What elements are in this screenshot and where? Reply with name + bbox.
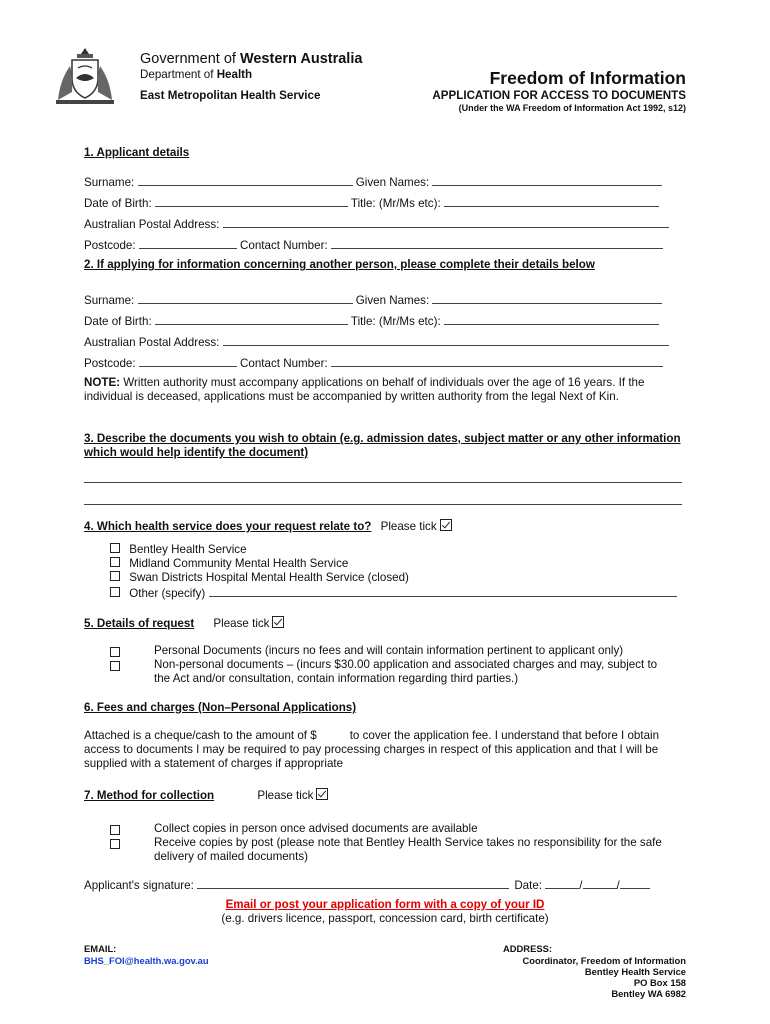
postcode-label: Postcode:	[84, 239, 136, 252]
section-4-heading-row	[84, 519, 452, 533]
dob-label: Date of Birth:	[84, 315, 152, 328]
other-postcode-field[interactable]	[139, 355, 237, 367]
signature-field[interactable]	[197, 877, 509, 889]
section-4-heading: 4. Which health service does your request relate to?	[84, 520, 372, 533]
other-contact-field[interactable]	[331, 355, 663, 367]
checkbox[interactable]	[110, 543, 120, 553]
fees-paragraph	[84, 729, 688, 771]
act-reference: (Under the WA Freedom of Information Act 1992, s12)	[458, 103, 686, 113]
note-text: Written authority must accompany applications on behalf of individuals over the age of 16 years. If the individual is deceased, applications must be accompanied by written authority from the legal Next of Kin.	[84, 376, 645, 403]
id-examples: (e.g. drivers licence, passport, concession card, birth certificate)	[221, 912, 549, 925]
non-personal-documents-checkbox[interactable]	[110, 661, 120, 671]
other-address-field[interactable]	[223, 334, 669, 346]
service-name: East Metropolitan Health Service	[140, 89, 321, 102]
non-personal-documents-option: Non-personal documents – (incurs $30.00 application and associated charges and may, subject to the Act and/or consultation, contain information regarding third parties.)	[154, 658, 658, 685]
dob-label: Date of Birth:	[84, 197, 152, 210]
address-line: Coordinator, Freedom of Information	[522, 955, 686, 966]
section-7-heading: 7. Method for collection	[84, 789, 215, 802]
applicant-address-row	[84, 216, 669, 231]
section-7-heading-row	[84, 788, 328, 802]
section-1-heading: 1. Applicant details	[84, 146, 190, 159]
email-label: EMAIL:	[84, 943, 117, 954]
given-names-label: Given Names:	[355, 176, 430, 189]
government-name: Western Australia	[239, 51, 363, 67]
email-address[interactable]: BHS_FOI@health.wa.gov.au	[84, 955, 209, 966]
contact-label: Contact Number:	[240, 357, 328, 370]
date-month-field[interactable]	[583, 877, 617, 889]
given-names-label: Given Names:	[355, 294, 430, 307]
department-prefix: Department of	[140, 68, 217, 81]
checkbox[interactable]	[110, 557, 120, 567]
applicant-surname-row	[84, 174, 662, 189]
other-dob-field[interactable]	[155, 313, 348, 325]
signature-row	[84, 877, 650, 892]
personal-documents-checkbox[interactable]	[110, 647, 120, 657]
applicant-postcode-row	[84, 237, 663, 252]
address-label: Australian Postal Address:	[84, 336, 220, 349]
date-day-field[interactable]	[545, 877, 579, 889]
collect-in-person-checkbox[interactable]	[110, 825, 120, 835]
address-label: Australian Postal Address:	[84, 218, 220, 231]
fees-text-a: Attached is a cheque/cash to the amount of $	[84, 729, 317, 742]
applicant-dob-row	[84, 195, 659, 210]
form-title: Freedom of Information	[489, 68, 686, 88]
option-label: Other (specify)	[129, 587, 206, 600]
other-given-names-field[interactable]	[432, 292, 662, 304]
signature-label: Applicant's signature:	[84, 879, 194, 892]
surname-label: Surname:	[84, 294, 135, 307]
title-label: Title: (Mr/Ms etc):	[350, 197, 441, 210]
health-service-option[interactable]	[110, 571, 409, 584]
other-address-row	[84, 334, 669, 349]
other-surname-row	[84, 292, 662, 307]
section-5-heading: 5. Details of request	[84, 617, 195, 630]
title-label: Title: (Mr/Ms etc):	[350, 315, 441, 328]
personal-documents-option: Personal Documents (incurs no fees and will contain information pertinent to applicant only)	[154, 644, 624, 657]
applicant-given-names-field[interactable]	[432, 174, 662, 186]
option-label: Swan Districts Hospital Mental Health Service (closed)	[129, 571, 409, 584]
please-tick-label: Please tick	[213, 617, 270, 630]
checkbox[interactable]	[110, 571, 120, 581]
other-specify-field[interactable]	[209, 585, 677, 597]
department-heading	[140, 68, 252, 81]
applicant-title-field[interactable]	[444, 195, 659, 207]
section-3-heading: 3. Describe the documents you wish to obtain (e.g. admission dates, subject matter or any other information which would help identify the document)	[84, 432, 681, 459]
fees-text-b: to cover the application fee. I understand that before I obtain access to documents I may be required to pay processing charges in respect of this application and that I will be supplied with a statement of charges if appropriate	[84, 729, 660, 770]
government-prefix: Government of	[140, 51, 240, 67]
other-dob-row	[84, 313, 659, 328]
section-6-heading: 6. Fees and charges (Non–Personal Applications)	[84, 701, 357, 714]
checkbox[interactable]	[110, 587, 120, 597]
other-title-field[interactable]	[444, 313, 659, 325]
date-year-field[interactable]	[620, 877, 650, 889]
department-name: Health	[216, 68, 253, 81]
note-label: NOTE:	[84, 376, 121, 389]
collect-in-person-option: Collect copies in person once advised documents are available	[154, 822, 478, 835]
option-label: Bentley Health Service	[129, 543, 247, 556]
contact-label: Contact Number:	[240, 239, 328, 252]
applicant-dob-field[interactable]	[155, 195, 348, 207]
tick-icon	[440, 519, 452, 531]
other-postcode-row	[84, 355, 663, 370]
address-line: Bentley WA 6982	[611, 988, 686, 999]
applicant-address-field[interactable]	[223, 216, 669, 228]
health-service-option[interactable]	[110, 585, 677, 600]
please-tick-label: Please tick	[257, 789, 314, 802]
section-5-heading-row	[84, 616, 284, 630]
section-2-heading: 2. If applying for information concerning another person, please complete their details below	[84, 258, 595, 271]
receive-by-post-checkbox[interactable]	[110, 839, 120, 849]
form-subtitle: APPLICATION FOR ACCESS TO DOCUMENTS	[432, 89, 686, 102]
submission-instruction: Email or post your application form with a copy of your ID	[225, 898, 545, 911]
date-separator: /	[616, 879, 620, 892]
other-surname-field[interactable]	[138, 292, 353, 304]
health-service-option[interactable]	[110, 557, 348, 570]
applicant-contact-field[interactable]	[331, 237, 663, 249]
documents-line-2[interactable]	[84, 504, 682, 505]
receive-by-post-option: Receive copies by post (please note that Bentley Health Service takes no responsibility for the safe delivery of mailed documents)	[154, 836, 662, 863]
address-label: ADDRESS:	[503, 943, 552, 954]
surname-label: Surname:	[84, 176, 135, 189]
health-service-option[interactable]	[110, 543, 247, 556]
authority-note	[84, 376, 688, 404]
address-line: PO Box 158	[633, 977, 686, 988]
wa-crest-logo	[50, 44, 120, 108]
postcode-label: Postcode:	[84, 357, 136, 370]
government-heading	[140, 51, 362, 67]
tick-icon	[316, 788, 328, 800]
date-label: Date:	[514, 879, 543, 892]
address-line: Bentley Health Service	[584, 966, 686, 977]
option-label: Midland Community Mental Health Service	[129, 557, 349, 570]
tick-icon	[272, 616, 284, 628]
please-tick-label: Please tick	[380, 520, 437, 533]
date-separator: /	[579, 879, 583, 892]
applicant-postcode-field[interactable]	[139, 237, 237, 249]
applicant-surname-field[interactable]	[138, 174, 353, 186]
documents-line-1[interactable]	[84, 482, 682, 483]
